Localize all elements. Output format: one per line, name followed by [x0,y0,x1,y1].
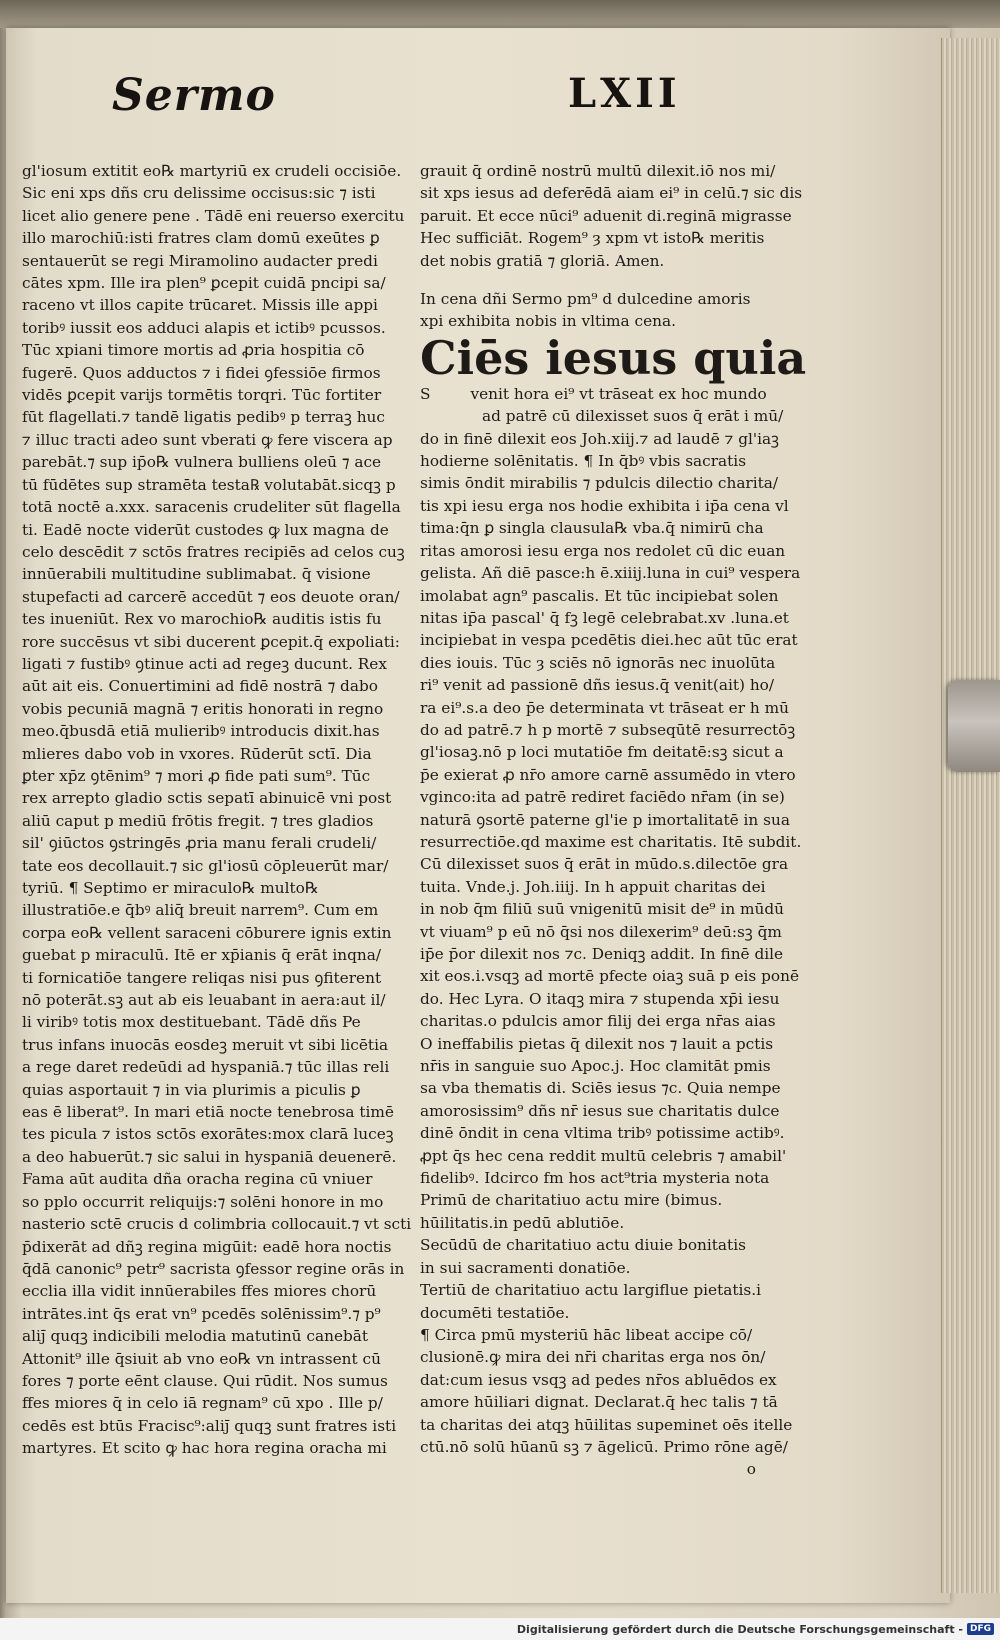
text-line: xit eos.i.vsqꝫ ad mortē pfecte oiaꝫ suā p eis ponē [420,967,800,986]
text-line: clusionē.ꝙ mira dei nr̄i charitas erga nos ōn/ [420,1348,766,1367]
text-line: hūilitatis.in pedū ablutiōe. [420,1213,625,1232]
text-line: p̄e exierat ꝓ nr̄o amore carnē assumēdo in vtero [420,765,796,784]
text-line: martyres. Et scito ꝙ hac hora regina oracha mi [22,1439,387,1458]
indented-line: ad patrē cū dilexisset suos q̄ erāt i mū/ [482,407,784,426]
text-line: in sui sacramenti donatiōe. [420,1258,631,1277]
indented-incipit-lines [420,383,792,428]
text-line: do in finē dilexit eos Joh.xiij.⁊ ad laudē ⁊ gl'iaꝫ [420,429,779,448]
left-text-column [22,160,412,1460]
text-line: gelista. Añ diē pasce:h ē.xiiij.luna in cui⁹ vespera [420,564,801,583]
text-line: sil' ꝯiūctos ꝯstringēs ꝓria manu ferali crudeli/ [22,834,377,853]
text-line: grauit q̄ ordinē nostrū multū dilexit.iō nos mi/ [420,162,776,180]
text-line: nitas ip̄a pascal' q̄ fꝫ legē celebrabat.xv .luna.et [420,608,789,627]
page-heading-left: Sermo [112,70,276,121]
text-line: q̄dā canonic⁹ petr⁹ sacrista ꝯfessor regine orās in [22,1259,405,1278]
text-line: mlieres dabo vob in vxores. Rūderūt sctī. Dia [22,744,372,763]
text-line: guebat p miraculū. Itē er xp̄ianis q̄ erāt inqna/ [22,946,382,965]
text-line: O ineffabilis pietas q̄ dilexit nos ⁊ lauit a pctis [420,1034,774,1053]
text-line: parebāt.⁊ sup ip̄o℞ vulnera bulliens oleū ⁊ ace [22,453,382,472]
text-line: do. Hec Lyra. O itaqꝫ mira ⁊ stupenda xp̄i iesu [420,989,780,1008]
text-line: gl'iosum extitit eo℞ martyriū ex crudeli occisiōe. [22,162,402,180]
rubric-line: In cena dñi Sermo pm⁹ d dulcedine amoris [420,290,751,309]
text-line: nasterio sctē crucis d colimbria collocauit.⁊ vt scti [22,1215,412,1234]
text-line: ctū.nō solū hūanū sꝫ ⁊ āgelicū. Primo rōne agē/ [420,1437,788,1456]
text-line: amorosissim⁹ dñs nr̄ iesus sue charitatis dulce [420,1101,780,1120]
text-line: paruit. Et ecce nūci⁹ aduenit di.reginā migrasse [420,206,792,225]
text-line: naturā ꝯsortē paterne gl'ie p imortalitatē in sua [420,810,790,829]
text-line: vobis pecuniā magnā ⁊ eritis honorati in regno [22,699,384,718]
text-line: p̄dixerāt ad dñꝫ regina migūit: eadē hora noctis [22,1237,392,1256]
text-line: fūt flagellati.⁊ tandē ligatis pedibꝰ p terraꝫ huc [22,408,385,427]
text-line: ꝓpt q̄s hec cena reddit multū celebris ⁊ amabil' [420,1146,787,1165]
text-line: ⁊ illuc tracti adeo sunt vberati ꝙ fere viscera ap [22,430,393,449]
text-line: tes picula ⁊ istos sctōs exorātes:mox clarā luceꝫ [22,1125,394,1144]
text-line: cātes xpm. Ille ira plen⁹ ꝑcepit cuidā pncipi sa/ [22,274,386,293]
page-stack-edge [941,38,1000,1593]
text-line: nr̄is in sanguie suo Apoc.j. Hoc clamitāt pmis [420,1057,771,1076]
text-line: ti fornicatiōe tangere reliqas nisi pus ꝯfiterent [22,968,382,987]
text-line: li viribꝰ totis mox destituebant. Tādē dñs Pe [22,1013,361,1032]
text-line: sentauerūt se regi Miramolino audacter predi [22,251,378,270]
text-line: ta charitas dei atqꝫ hūilitas supeminet oēs itelle [420,1415,793,1434]
text-line: a rege daret redeūdi ad hyspaniā.⁊ tūc illas reli [22,1058,390,1077]
text-line: imolabat agn⁹ pascalis. Et tūc incipiebat solen [420,586,779,605]
text-line: dies iouis. Tūc ȝ sciēs nō ignorās nec inuolūta [420,653,776,672]
text-line: cedēs est btūs Fracisc⁹:aliȷ̄ quqꝫ sunt fratres isti [22,1416,397,1435]
text-line: det nobis gratiā ⁊ gloriā. Amen. [420,251,665,270]
text-line: ra ei⁹.s.a deo p̄e determinata vt trāseat er h mū [420,698,789,717]
text-line: eas ē liberat⁹. In mari etiā nocte tenebrosa timē [22,1103,394,1122]
signature-mark: o [746,1460,756,1479]
text-line: Primū de charitatiuo actu mire (bimus. [420,1191,723,1210]
text-line: sit xps iesus ad deferēdā aiam ei⁹ in celū.⁊ sic dis [420,184,803,203]
text-line: ligati ⁊ fustibꝰ ꝯtinue acti ad regeꝫ ducunt. Rex [22,654,387,673]
text-line: dinē ōndit in cena vltima tribꝰ potissime actibꝰ. [420,1124,785,1143]
text-line: ffes miores q̄ in celo iā regnam⁹ cū xpo . Ille p/ [22,1394,383,1413]
text-line: rore succēsus vt sibi ducerent ꝑcepit.q̄ expoliati: [22,632,400,651]
text-line: stupefacti ad carcerē accedūt ⁊ eos deuote oran/ [22,587,400,606]
sermon-incipit: Ciēs iesus quia [420,330,807,385]
text-line: ecclia illa vidit innūerabiles ffes miores chorū [22,1282,377,1301]
text-line: aliū caput p mediū frōtis fregit. ⁊ tres gladios [22,811,374,830]
text-line: corpa eo℞ vellent saraceni cōburere ignis extin [22,923,392,942]
sermon-rubric [420,288,792,333]
text-line: a deo habuerūt.⁊ sic salui in hyspaniā deuenerē. [22,1147,397,1166]
text-line: ritas amorosi iesu erga nos redolet cū dic euan [420,541,786,560]
text-line: resurrectiōe.qd maxime est charitatis. Itē subdit. [420,832,802,851]
text-line: aliȷ̄ quqꝫ indicibili melodia matutinū canebāt [22,1327,369,1346]
text-line: illo marochiū:isti fratres clam domū exeūtes ꝑ [22,229,380,248]
text-line: licet alio genere pene . Tādē eni reuerso exercitu [22,206,405,225]
text-line: Hec sufficiāt. Rogem⁹ ȝ xpm vt isto℞ meritis [420,229,765,248]
text-line: rex arrepto gladio sctis sepatī abinuicē vni post [22,789,392,808]
text-line: Tertiū de charitatiuo actu largiflue pietatis.i [420,1281,761,1300]
text-line: sa vba thematis di. Sciēs iesus ⁊c. Quia nempe [420,1079,781,1098]
book-top-edge [0,0,1000,28]
text-line: in nob q̄m filiū suū vnigenitū misit de⁹ in mūdū [420,900,785,919]
dfg-logo: DFG [967,1623,994,1635]
text-line: amore hūiliari dignat. Declarat.q̄ hec talis ⁊ tā [420,1393,778,1412]
text-line: tes inueniūt. Rex vo marochio℞ auditis istis fu [22,610,382,629]
text-line: Secūdū de charitatiuo actu diuie bonitatis [420,1236,746,1255]
right-text-column [420,160,807,1481]
text-line: tis xpi iesu erga nos hodie exhibita i ip̄a cena vl [420,496,789,515]
text-line: Fama aūt audita dña oracha regina cū vniuer [22,1170,373,1189]
text-line: vginco:ita ad patrē rediret faciēdo nr̄am (in se) [420,788,785,807]
text-line: tate eos decollauit.⁊ sic gl'iosū cōpleuerūt mar/ [22,856,389,875]
text-line: vt viuam⁹ p eū nō q̄si nos dilexerim⁹ deū:sꝫ q̄m [420,922,782,941]
text-line: innūerabili multitudine sublimabat. q̄ visione [22,565,371,584]
text-line: ti. Eadē nocte viderūt custodes ꝙ lux magna de [22,520,389,539]
page-clip [948,680,1000,772]
text-line: quias asportauit ⁊ in via plurimis a piculis ꝑ [22,1080,361,1099]
text-line: illustratiōe.e q̄bꝰ aliq̄ breuit narrem⁹. Cum em [22,901,379,920]
initial-letter: S [420,384,431,403]
digitization-credit-bar [0,1618,1000,1640]
right-column-body [420,428,802,1459]
text-line: fores ⁊ porte eēnt clause. Qui rūdit. Nos sumus [22,1371,388,1390]
text-line: Sic eni xps dñs cru delissime occisus:sic ⁊ isti [22,184,376,203]
text-line: tū fūdētes sup stramēta testa℞ volutabāt.sicqꝫ p [22,475,396,494]
text-line: simis ōndit mirabilis ⁊ pdulcis dilectio charita/ [420,474,779,493]
text-line: dat:cum iesus vsqꝫ ad pedes nr̄os abluēdos ex [420,1370,777,1389]
text-line: tuita. Vnde.j. Joh.iiij. In h appuit charitas dei [420,877,766,896]
text-line: ꝑter xp̄z ꝯtēnim⁹ ⁊ mori ꝓ fide pati sum⁹. Tūc [22,766,371,785]
indented-line: venit hora ei⁹ vt trāseat ex hoc mundo [470,384,767,403]
text-line: so pplo occurrit reliquijs:⁊ solēni honore in mo [22,1192,384,1211]
text-line: toribꝰ iussit eos adduci alapis et ictibꝰ pcussos. [22,318,386,337]
text-line: vidēs ꝑcepit varijs tormētis torqri. Tūc fortiter [22,386,382,405]
text-line: ip̄e p̄or dilexit nos ⁊c. Deniqꝫ addit. In finē dile [420,945,784,963]
text-line: fugerē. Quos adductos ⁊ i fidei ꝯfessiōe firmos [22,363,381,382]
text-line: intrātes.int q̄s erat vn⁹ pcedēs solēnissim⁹.⁊ p⁹ [22,1304,381,1323]
text-line: Tūc xpiani timore mortis ad ꝓria hospitia cō [22,341,365,360]
text-line: trus infans inuocās eosdeꝫ meruit vt sibi licētia [22,1035,389,1054]
text-line: do ad patrē.⁊ h p mortē ⁊ subseqūtē resurrectōꝫ [420,720,796,739]
text-line: totā noctē a.xxx. saracenis crudeliter sūt flagella [22,498,401,517]
text-line: tima:q̄n ꝑ singla clausula℞ vba.q̄ nimirū cha [420,519,764,538]
right-column-top-text [420,160,803,272]
text-line: meo.q̄busdā etiā mulieribꝰ introducis dixit.has [22,722,380,741]
text-line: fidelibꝰ. Idcirco fm hos act⁹tria mysteria nota [420,1169,770,1188]
text-line: celo descēdit ⁊ sctōs fratres recipiēs ad celos cuꝫ [22,542,405,561]
text-line: gl'iosaꝫ.nō p loci mutatiōe fm deitatē:sꝫ sicut a [420,743,784,762]
credit-text: Digitalisierung gefördert durch die Deutsche Forschungsgemeinschaft - [516,1622,963,1636]
text-line: charitas.o pdulcis amor filij dei erga nr̄as aias [420,1012,776,1031]
text-line: ri⁹ venit ad passionē dñs iesus.q̄ venit(ait) ho/ [420,676,775,695]
text-line: hodierne solēnitatis. ¶ In q̄bꝰ vbis sacratis [420,452,747,471]
text-line: aūt ait eis. Conuertimini ad fidē nostrā ⁊ dabo [22,677,378,696]
page-folio-number: LXII [568,70,681,117]
text-line: Attonit⁹ ille q̄siuit ab vno eo℞ vn intrassent cū [22,1349,381,1368]
rubric-line: xpi exhibita nobis in vltima cena. [420,312,676,331]
text-line: Cū dilexisset suos q̄ erāt in mūdo.s.dilectōe gra [420,855,789,874]
text-line: nō poterāt.sꝫ aut ab eis leuabant in aera:aut il/ [22,991,386,1010]
text-line: raceno vt illos capite trūcaret. Missis ille appi [22,296,378,315]
text-line: incipiebat in vespa pcedētis diei.hec aūt tūc erat [420,631,798,650]
text-line: documēti testatiōe. [420,1303,570,1322]
text-line: ¶ Circa pmū mysteriū hāc libeat accipe cō/ [420,1325,753,1344]
text-line: tyriū. ¶ Septimo er miraculo℞ multo℞ [22,879,319,897]
